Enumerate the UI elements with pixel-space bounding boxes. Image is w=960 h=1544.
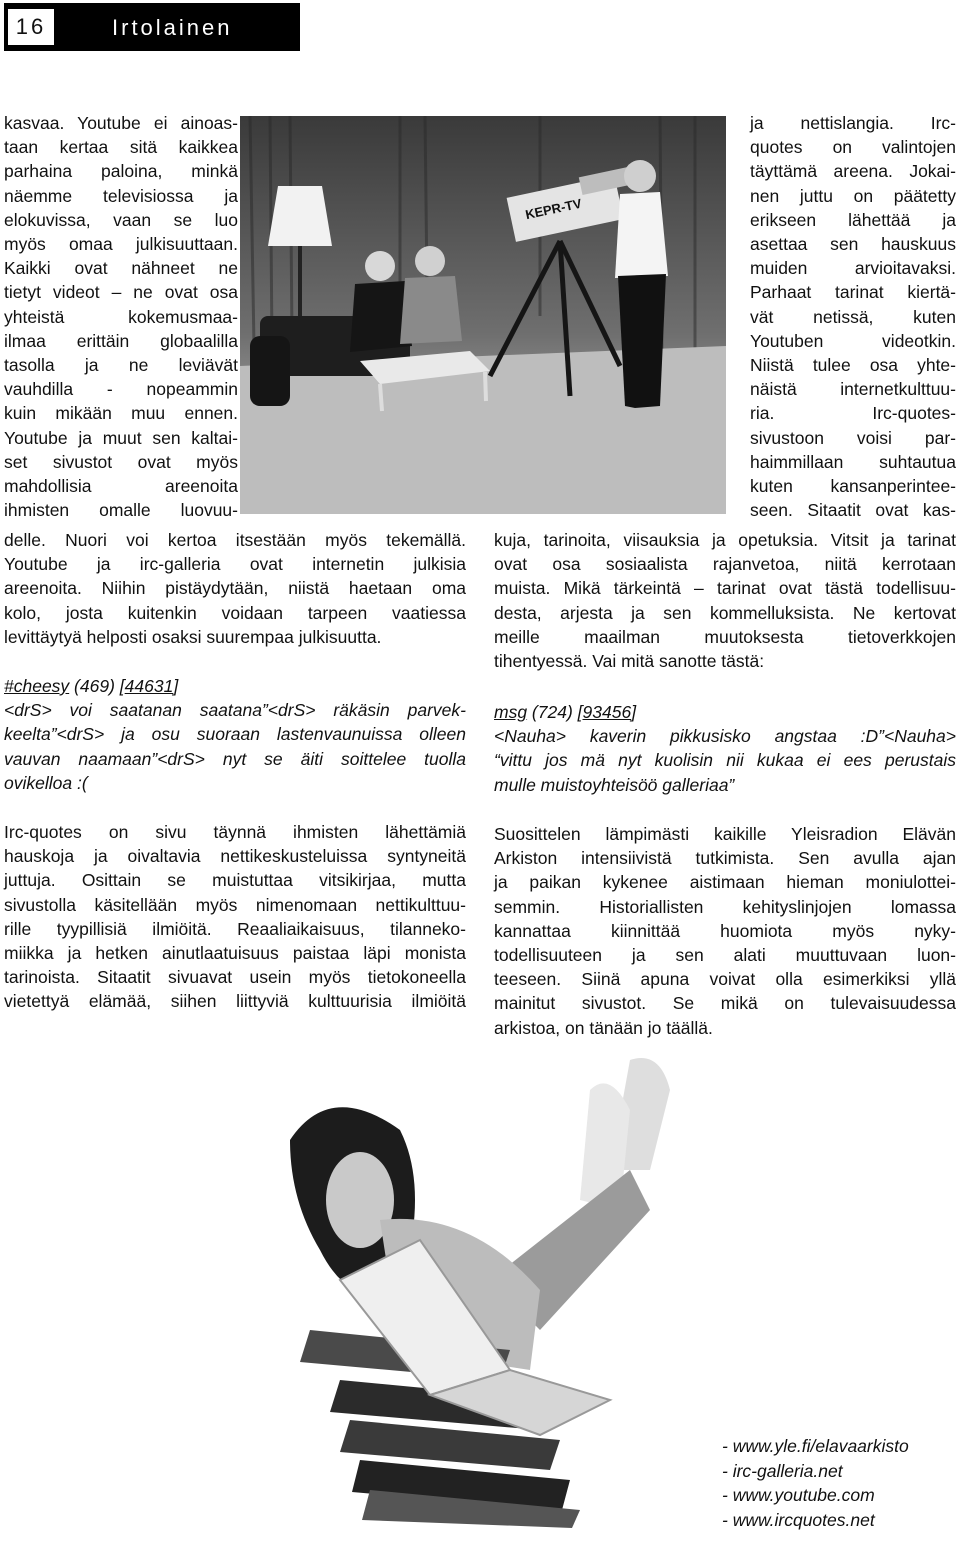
col1-intro-text xyxy=(4,111,238,522)
text-line: desta, arjesta ja sen kommelluksista. Ne kertovat xyxy=(494,602,956,623)
quote-line: ovikelloa :( xyxy=(4,772,88,793)
text-line: mahdollisia areenoita xyxy=(4,476,238,497)
text-line: kolo, josta kuitenkin voidaan tarpeen vaatiessa xyxy=(4,602,466,623)
link-list xyxy=(722,1434,909,1532)
tv-studio-illustration xyxy=(240,116,726,514)
text-line: hauskoja ja oivaltavia nettikeskusteluissa syntyneitä xyxy=(4,846,466,867)
text-line: ilmaa erittäin globaalilla xyxy=(4,330,238,351)
col1-paragraph-2 xyxy=(4,820,466,1014)
quote-line: keelta”<drS> ja osu suoraan lastenvaunuissa olleen xyxy=(4,724,466,745)
text-line: teeseen. Siinä apuna voivat olla esimerkiksi yllä xyxy=(494,969,956,990)
text-line: tasolla ja ne leviävät xyxy=(4,355,238,376)
text-line: parhaina paloina, minkä xyxy=(4,161,238,182)
text-line: Youtuben videotkin. xyxy=(750,330,956,351)
quote-line: vauvan naamaan”<drS> nyt se äiti soittelee tuolla xyxy=(4,748,466,769)
text-line: Niistä tulee osa yhte- xyxy=(750,355,956,376)
text-line: täyttämä areena. Jokai- xyxy=(750,161,956,182)
text-line: ria. Irc-quotes- xyxy=(750,403,956,424)
quote-line: mulle muistoyhteisöö galleriaa” xyxy=(494,774,735,795)
page-number: 16 xyxy=(8,9,54,45)
irc-quote-cheesy xyxy=(4,674,466,795)
link-item[interactable]: - www.ircquotes.net xyxy=(722,1509,875,1530)
col2-intro-text xyxy=(750,111,956,522)
quote-bracket: ] xyxy=(631,702,637,722)
quote-id: 44631 xyxy=(124,676,174,696)
irc-quote-msg xyxy=(494,700,956,797)
text-line: miikka ja hetken ainutlaatuisuus paistaa läpi monista xyxy=(4,943,466,964)
text-line: ihmisten omalle luovuu- xyxy=(4,500,238,521)
quote-id: 93456 xyxy=(582,702,632,722)
quote-count: (724) [ xyxy=(527,702,583,722)
page-header xyxy=(4,3,300,51)
col1-intro-text-cont xyxy=(4,528,466,649)
text-line: vät netissä, kuten xyxy=(750,306,956,327)
text-line: tarinoista. Sitaatit sivuavat usein myös tietokoneella xyxy=(4,967,466,988)
text-line: kuja, tarinoita, viisauksia ja opetuksia. Vitsit ja tarinat xyxy=(494,530,956,550)
text-line: sivustoon voisi par- xyxy=(750,427,956,448)
text-line: kuten kansanperintee- xyxy=(750,476,956,497)
text-line: näistä internetkulttuu- xyxy=(750,379,956,400)
tv-studio-photo xyxy=(240,116,726,514)
text-line: nen juttu on päätetty xyxy=(750,185,956,206)
text-line: vauhdilla - nopeammin xyxy=(4,379,238,400)
text-line: kannattaa kiinnittää huomiota myös nyky- xyxy=(494,920,956,941)
text-line: mainitut sivustot. Se mikä on tulevaisuudessa xyxy=(494,993,956,1014)
text-line: juttuja. Osittain se muistuttaa vitsikirjaa, mutta xyxy=(4,870,466,891)
section-title: Irtolainen xyxy=(112,15,233,40)
girl-laptop-illustration xyxy=(250,1050,700,1532)
text-line: sivustolla käsitellään myös nimenomaan nettikulttuu- xyxy=(4,894,466,915)
text-line: asettaa sen hauskuus xyxy=(750,234,956,255)
quote-meta xyxy=(4,674,466,698)
quote-line: <Nauha> kaverin pikkusisko angstaa :D”<Nauha> xyxy=(494,726,956,747)
text-line: Suosittelen lämpimästi kaikille Yleisradion Elävän xyxy=(494,824,956,844)
text-line: semmin. Historiallisten kehityslinjojen lomassa xyxy=(494,896,956,917)
text-line: kasvaa. Youtube ei ainoas- xyxy=(4,113,238,133)
text-line: kuin mikään muu ennen. xyxy=(4,403,238,424)
girl-laptop-image xyxy=(250,1050,700,1532)
text-line: tihentyessä. Vai mitä sanotte tästä: xyxy=(494,651,765,672)
text-line: areenoita. Niihin pistäydytään, niistä haetaan oma xyxy=(4,578,466,599)
text-line: seen. Sitaatit ovat kas- xyxy=(750,500,956,521)
text-line: haimmillaan suhtautua xyxy=(750,451,956,472)
text-line: set sivustot ovat myös xyxy=(4,451,238,472)
text-line: ja paikan kykenee aistimaan hieman moniulottei- xyxy=(494,872,956,893)
text-line: ovat osa sosiaalista rajanvetoa, niitä kerrotaan xyxy=(494,554,956,575)
quote-meta xyxy=(494,700,956,724)
text-line: elokuvissa, vaan se luo xyxy=(4,209,238,230)
text-line: tietyt videot – ne ovat osa xyxy=(4,282,238,303)
text-line: muista. Mikä tärkeintä – tarinat ovat tästä todellisuu- xyxy=(494,578,956,599)
text-line: näemme televisiossa ja xyxy=(4,185,238,206)
text-line: delle. Nuori voi kertoa itsestään myös tekemällä. xyxy=(4,530,466,550)
text-line: muiden arvioitavaksi. xyxy=(750,258,956,279)
text-line: rille tyypillisiä ilmiöitä. Reaaliaikaisuus, tilanneko- xyxy=(4,918,466,939)
quote-bracket: ] xyxy=(173,676,179,696)
text-line: quotes on valintojen xyxy=(750,137,956,158)
text-line: myös omaa julkisuuttaan. xyxy=(4,234,238,255)
text-line: Parhaat tarinat kiertä- xyxy=(750,282,956,303)
quote-count: (469) [ xyxy=(69,676,125,696)
text-line: Youtube ja muut sen kaltai- xyxy=(4,427,238,448)
text-line: erikseen lähettää ja xyxy=(750,209,956,230)
link-item[interactable]: - www.yle.fi/elavaarkisto xyxy=(722,1436,909,1456)
text-line: Youtube ja irc-galleria ovat internetin julkisia xyxy=(4,554,466,575)
camera-label: KEPR-TV xyxy=(524,195,583,223)
text-line: vietettyä elämää, siihen liittyviä kulttuurisia ilmiöitä xyxy=(4,991,466,1012)
text-line: todellisuuteen ja sen alati muuttuvaan luon- xyxy=(494,945,956,966)
text-line: Arkiston intensiivistä tutkimista. Sen avulla ajan xyxy=(494,848,956,869)
text-line: Irc-quotes on sivu täynnä ihmisten lähettämiä xyxy=(4,822,466,842)
col2-paragraph-2 xyxy=(494,822,956,1040)
text-line: ja nettislangia. Irc- xyxy=(750,113,956,133)
text-line: taan kertaa sitä kaikkea xyxy=(4,137,238,158)
text-line: arkistoa, on tänään jo täällä. xyxy=(494,1017,713,1038)
quote-line: <drS> voi saatanan saatana”<drS> räkäsin parvek- xyxy=(4,700,466,721)
text-line: meille maailman muutoksesta tietoverkkojen xyxy=(494,626,956,647)
text-line: yhteistä kokemusmaa- xyxy=(4,306,238,327)
link-item[interactable]: - irc-galleria.net xyxy=(722,1460,843,1481)
quote-nick: #cheesy xyxy=(4,676,70,696)
col2-intro-text-cont xyxy=(494,528,956,673)
link-item[interactable]: - www.youtube.com xyxy=(722,1485,875,1505)
quote-line: “vittu jos mä nyt kuolisin nii kukaa ei ees perustais xyxy=(494,750,956,771)
text-line: Kaikki ovat nähneet ne xyxy=(4,258,238,279)
quote-nick: msg xyxy=(494,702,528,722)
text-line: levittäytyä helposti osaksi suurempaa julkisuutta. xyxy=(4,626,382,647)
